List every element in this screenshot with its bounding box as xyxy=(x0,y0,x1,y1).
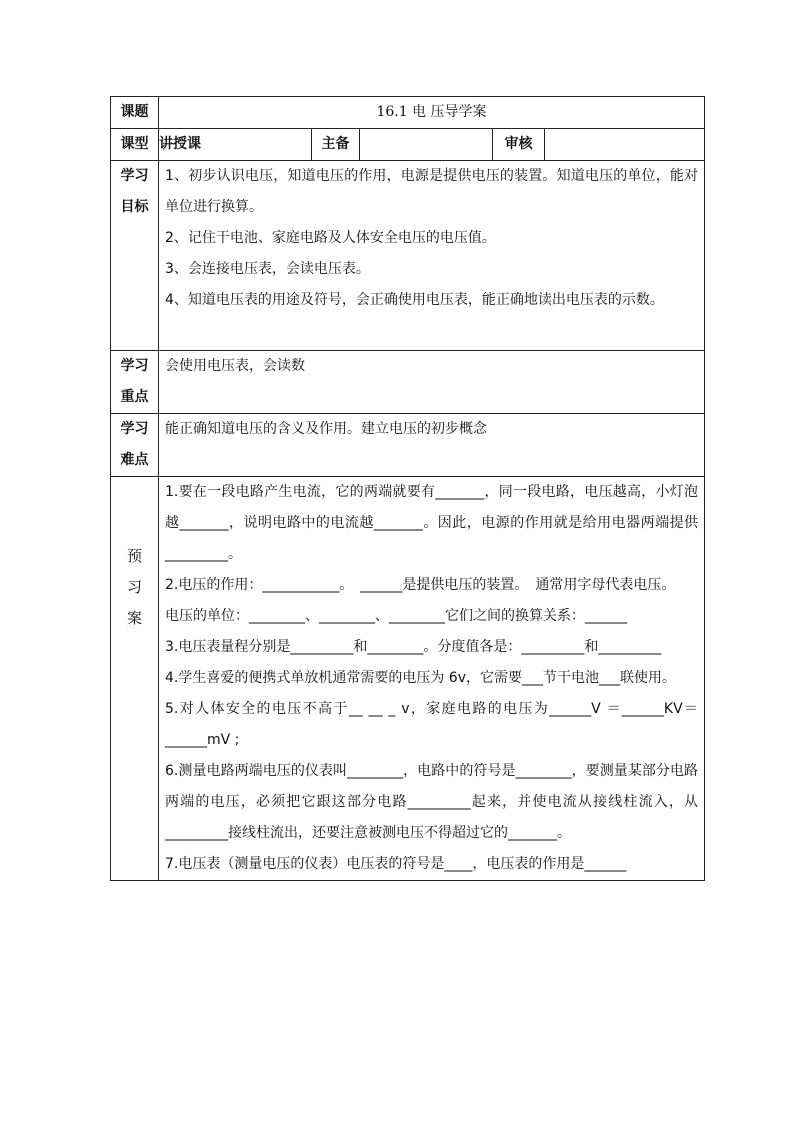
difficulty-label xyxy=(111,414,159,477)
goal-item-3: 3、会连接电压表，会读电压表。 xyxy=(165,261,370,277)
focus-content xyxy=(159,351,705,414)
preview-label-char-3: 案 xyxy=(126,609,142,627)
preview-line-7: 6.测量电路两端电压的仪表叫________，电路中的符号是________，要测量某部分电路两端的电压，必须把它跟这部分电路_________起来，并使电流从接线柱流入，从_________接线柱流出，还要注意被测电压不得超过它的_______。 xyxy=(165,763,699,841)
lead-value xyxy=(360,129,493,161)
preview-line-6: 5.对人体安全的电压不高于__ __ _ v，家庭电路的电压为______V ＝______KV＝______mV ; xyxy=(165,701,699,748)
preview-line-5: 4.学生喜爱的便携式单放机通常需要的电压为 6v，它需要___节干电池___联使用。 xyxy=(165,670,676,686)
lead-label: 主备 xyxy=(312,129,360,161)
difficulty-text: 能正确知道电压的含义及作用。建立电压的初步概念 xyxy=(165,421,487,437)
preview-line-2: 2.电压的作用：___________。 ______是提供电压的装置。 通常用字母代表电压。 xyxy=(165,577,676,593)
focus-label-line2: 重点 xyxy=(120,389,149,405)
goal-item-2: 2、记住干电池、家庭电路及人体安全电压的电压值。 xyxy=(165,230,496,246)
difficulty-label-line1: 学习 xyxy=(120,421,149,437)
focus-label xyxy=(111,351,159,414)
goal-item-1: 1、初步认识电压，知道电压的作用，电源是提供电压的装置。知道电压的单位，能对单位进行换算。 xyxy=(165,168,699,215)
topic-label: 课题 xyxy=(111,97,159,129)
preview-label-char-1: 预 xyxy=(126,547,142,565)
review-value xyxy=(545,129,705,161)
difficulty-row xyxy=(111,414,705,477)
goals-label xyxy=(111,161,159,351)
topic-row xyxy=(111,97,705,129)
topic-value: 16.1 电 压导学案 xyxy=(159,97,705,129)
focus-row xyxy=(111,351,705,414)
type-row xyxy=(111,129,705,161)
lesson-plan-page xyxy=(110,96,704,881)
preview-line-4: 3.电压表量程分别是_________和________。分度值各是：_________和_________ xyxy=(165,639,662,655)
goals-label-line2: 目标 xyxy=(120,199,149,215)
preview-line-3: 电压的单位：________、________、________它们之间的换算关系：______ xyxy=(165,608,627,624)
preview-label-char-2: 习 xyxy=(126,578,142,596)
type-label: 课型 xyxy=(111,129,159,161)
difficulty-content xyxy=(159,414,705,477)
difficulty-label-line2: 难点 xyxy=(120,452,149,468)
focus-text: 会使用电压表，会读数 xyxy=(165,358,305,374)
review-label: 审核 xyxy=(493,129,545,161)
goal-item-4: 4、知道电压表的用途及符号，会正确使用电压表，能正确地读出电压表的示数。 xyxy=(165,292,664,308)
type-value: 讲授课 xyxy=(159,129,312,161)
preview-content xyxy=(159,477,705,881)
preview-line-1: 1.要在一段电路产生电流，它的两端就要有_______，同一段电路，电压越高，小灯泡越_______，说明电路中的电流越_______。因此，电源的作用就是给用电器两端提供_________。 xyxy=(165,484,699,562)
goals-label-line1: 学习 xyxy=(120,168,149,184)
preview-label xyxy=(111,477,159,881)
goals-content xyxy=(159,161,705,351)
lesson-plan-table xyxy=(110,96,705,881)
preview-row xyxy=(111,477,705,881)
focus-label-line1: 学习 xyxy=(120,358,149,374)
preview-line-8: 7.电压表（测量电压的仪表）电压表的符号是____，电压表的作用是______ xyxy=(165,856,627,872)
goals-row xyxy=(111,161,705,351)
